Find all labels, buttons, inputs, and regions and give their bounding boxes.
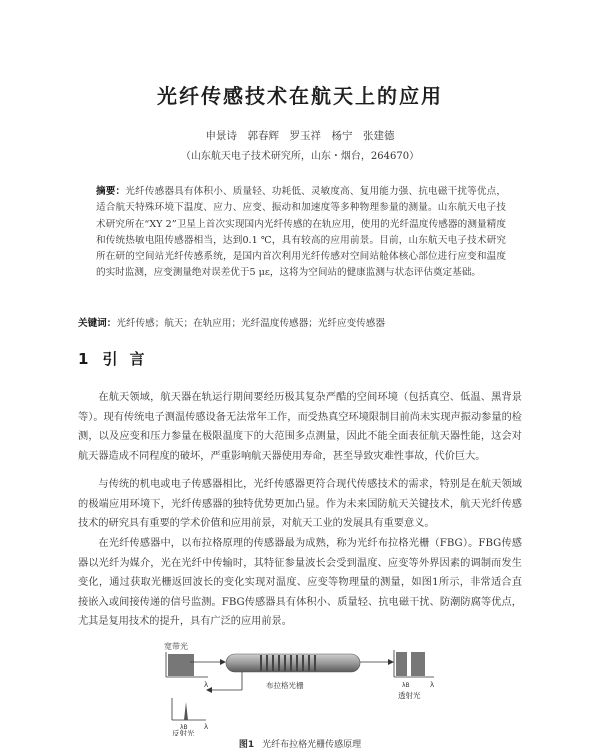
broadband-spectrum-bar: [168, 654, 194, 676]
grating-fringe: [266, 655, 268, 671]
author-list: 申景诗 郭春辉 罗玉祥 杨宁 张建德: [205, 130, 395, 142]
affiliation: （山东航天电子技术研究所，山东・烟台，264670）: [180, 151, 420, 162]
fbg-principle-figure: [150, 640, 450, 736]
grating-fringe: [314, 655, 316, 671]
broadband-spectrum: [166, 652, 208, 677]
fbg-diagram: [150, 640, 450, 736]
output-arrowhead: [388, 659, 394, 665]
abstract: [96, 184, 506, 282]
keywords-text: 光纤传感；航天；在轨应用；光纤温度传感器；光纤应变传感器: [116, 318, 385, 329]
reflected-lambda-b: λB: [180, 724, 188, 731]
paper-title: 光纤传感技术在航天上的应用: [157, 84, 443, 108]
optical-fiber: [226, 654, 360, 672]
input-arrowhead: [220, 659, 226, 665]
broadband-label: 宽带光: [164, 642, 188, 651]
body-paragraph: 与传统的机电或电子传感器相比，光纤传感器更符合现代传感技术的需求，特别是在航天领域的极端应用环境下，光纤传感器的独特优势更加凸显。作为未来国防航天关键技术，航天光纤传感技术的研究具有重要的学术价值和应用前景，对航天工业的发展具有重要意义。: [78, 479, 522, 530]
grating-fringe: [278, 655, 280, 671]
grating-fringe: [290, 655, 292, 671]
reflected-peak: [184, 702, 188, 720]
figure-caption-text: 光纤布拉格光栅传感原理: [262, 740, 362, 750]
transmitted-lambda: λ: [430, 681, 435, 689]
figure-caption: [0, 737, 600, 750]
abstract-label: 摘要：: [96, 186, 126, 197]
grating-fringe: [308, 655, 310, 671]
figure-number: 图1: [238, 740, 255, 750]
reflected-spectrum: [172, 698, 206, 720]
section-number: 1: [78, 350, 89, 368]
transmitted-spectrum: [394, 650, 434, 677]
section-heading: [78, 348, 156, 369]
transmitted-spectrum-bar-right: [411, 652, 425, 676]
grating-fringe: [284, 655, 286, 671]
grating-label: 布拉格光栅: [266, 681, 304, 690]
broadband-lambda: λ: [204, 681, 209, 689]
keywords: [78, 316, 518, 332]
transmitted-spectrum-bar-left: [396, 652, 407, 676]
body-paragraph: 在航天领域，航天器在轨运行期间要经历极其复杂严酷的空间环境（包括真空、低温、黑背景等）。现有传统电子测温传感设备无法常年工作，而受热真空环境限制目前尚未实现声振动参量的检测，以及应变和压力参量在极限温度下的大范围多点测量，因此不能全面表征航天器性能，这会对航天器造成不同程度的破坏，严重影响航天器使用寿命，甚至导致灾难性事故，代价巨大。: [78, 392, 522, 462]
body-paragraph: 在光纤传感器中，以布拉格原理的传感器最为成熟，称为光纤布拉格光栅（FBG）。FBG传感器以光纤为媒介，光在光纤中传输时，其特征参量波长会受到温度、应变等外界因素的调制而发生变化，通过获取光栅返回波长的变化实现对温度、应变等物理量的测量，如图1所示，非常适合直接嵌入或间接传递的信号监测。FBG传感器具有体积小、质量轻、抗电磁干扰、防潮防腐等优点，尤其是复用技术的提升，具有广泛的应用前景。: [78, 538, 522, 628]
reflected-label: 反射光: [172, 729, 195, 736]
section-title: 引言: [102, 350, 157, 368]
keywords-label: 关键词：: [78, 318, 117, 329]
grating-fringe: [272, 655, 274, 671]
abstract-text: 光纤传感器具有体积小、质量轻、功耗低、灵敏度高、复用能力强、抗电磁干扰等优点，适合航天特殊环境下温度、应力、应变、振动和加速度等多种物理参量的测量。山东航天电子技术研究所在“XY 2”卫星上首次实现国内光纤传感的在轨应用，使用的光纤温度传感器的测量精度和传统热敏电阻传感器相当，达到0.1 ℃，具有较高的应用前景。目前，山东航天电子技术研究所在研的空间站光纤传感系统，是国内首次利用光纤传感对空间站舱体核心部位进行应变和温度的实时监测，应变测量绝对误差优于5 με，这将为空间站的健康监测与状态评估奠定基础。: [96, 186, 507, 279]
grating-fringe: [302, 655, 304, 671]
grating-fringe: [296, 655, 298, 671]
transmitted-label: 透射光: [398, 691, 421, 700]
grating-fringe: [260, 655, 262, 671]
reflected-lambda: λ: [204, 723, 209, 731]
transmitted-lambda-b: λB: [402, 682, 410, 689]
